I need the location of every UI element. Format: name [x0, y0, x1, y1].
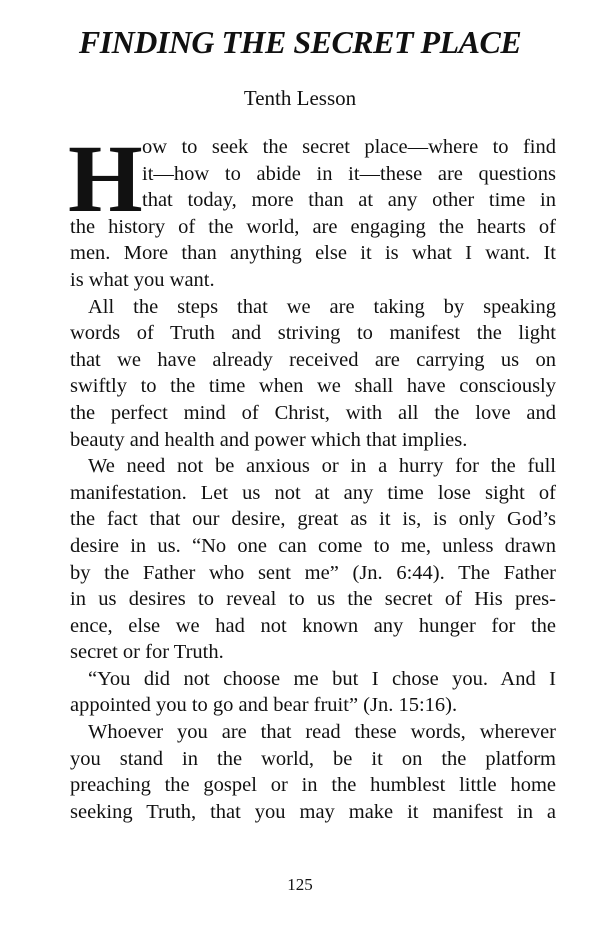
text-line: you stand in the world, be it on the platform	[70, 747, 556, 770]
text-line: All the steps that we are taking by speaking	[88, 295, 556, 318]
body-text	[68, 125, 556, 825]
text-line: ence, else we had not known any hunger for the	[70, 614, 556, 637]
chapter-title: FINDING THE SECRET PLACE	[78, 24, 522, 60]
text-line: “You did not choose me but I chose you. And I	[88, 667, 556, 690]
text-line: men. More than anything else it is what I want. It	[70, 242, 556, 265]
text-line: Whoever you are that read these words, wherever	[88, 721, 556, 744]
text-line: it—how to abide in it—these are questions	[142, 162, 556, 185]
text-line: ow to seek the secret place—where to find	[142, 136, 556, 158]
text-line: the history of the world, are engaging the hearts of	[70, 215, 556, 238]
text-line: the fact that our desire, great as it is, is only God’s	[70, 508, 556, 531]
drop-cap: H	[68, 125, 143, 232]
text-line: preaching the gospel or in the humblest little home	[70, 774, 556, 797]
page-number: 125	[287, 875, 313, 894]
text-line: in us desires to reveal to us the secret of His pres-	[70, 588, 556, 611]
text-line: the perfect mind of Christ, with all the love and	[70, 401, 556, 424]
text-line: that today, more than at any other time in	[142, 189, 556, 212]
text-line: swiftly to the time when we shall have consciously	[70, 375, 556, 398]
text-line: We need not be anxious or in a hurry for the full	[88, 455, 556, 478]
text-line: appointed you to go and bear fruit” (Jn. 15:16).	[70, 694, 458, 717]
text-line: manifestation. Let us not at any time lose sight of	[70, 481, 556, 504]
lesson-subtitle: Tenth Lesson	[243, 86, 357, 110]
text-line: desire in us. “No one can come to me, unless drawn	[70, 534, 556, 557]
text-line: that we have already received are carrying us on	[70, 348, 556, 371]
text-line: beauty and health and power which that implies.	[70, 428, 468, 451]
text-line: is what you want.	[70, 268, 215, 291]
text-line: seeking Truth, that you may make it manifest in a	[70, 800, 556, 823]
text-line: words of Truth and striving to manifest the light	[70, 322, 556, 345]
text-line: by the Father who sent me” (Jn. 6:44). The Father	[70, 561, 556, 584]
text-line: secret or for Truth.	[70, 641, 224, 664]
